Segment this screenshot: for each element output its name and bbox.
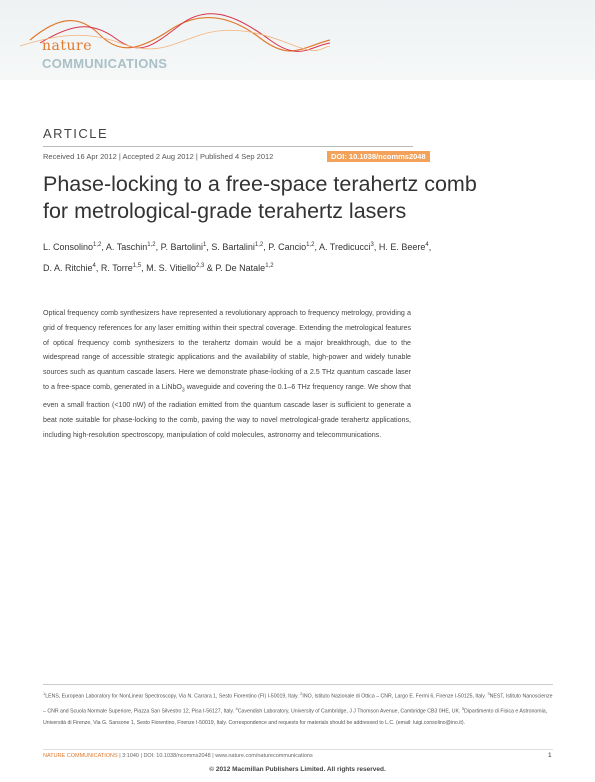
author: A. Taschin$^{1,2}$ bbox=[105, 242, 156, 252]
article-title bbox=[43, 171, 513, 225]
article-dates: Received 16 Apr 2012 | Accepted 2 Aug 2012 | Published 4 Sep 2012 bbox=[43, 152, 274, 161]
section-label: ARTICLE bbox=[43, 126, 109, 141]
affiliations: $^1$LENS, European Laboratory for NonLinear Spectroscopy, Via N. Carrara 1, Sesto Fiorentino (FI) I-50019, Italy. $^2$INO, Istituto Nazionale di Ottica – CNR, Largo E. Fermi 6, Firenze I-50125, Italy. $^3$NEST, Istituto Nanoscienze – CNR and Scuola Normale Superiore, Piazza San Silvestro 12, Pisa I-56127, Italy. $^4$Cavendish Laboratory, University of Cambridge, J J Thomson Avenue, Cambridge CB3 0HE, UK. $^5$Dipartimento di Fisica e Astronomia, Università di Firenze, Via G. Sansone 1, Sesto Fiorentino, Firenze I-50019, Italy. Correspondence and requests for materials should be addressed to L.C. (email: luigi.consolino@ino.it). bbox=[43, 691, 553, 727]
footer-citation-text: | 3:1040 | DOI: 10.1038/ncomms2048 | www.nature.com/naturecommunications bbox=[119, 753, 313, 759]
author: A. Tredicucci$^3$ bbox=[318, 242, 374, 252]
received-date: Received 16 Apr 2012 bbox=[43, 152, 117, 161]
author: P. Cancio$^{1,2}$ bbox=[268, 242, 315, 252]
author: P. Bartolini$^1$ bbox=[160, 242, 207, 252]
author: D. A. Ritchie$^4$ bbox=[43, 263, 96, 273]
logo-nature: nature bbox=[42, 38, 92, 54]
section-rule bbox=[43, 146, 413, 147]
accepted-date: Accepted 2 Aug 2012 bbox=[122, 152, 194, 161]
footer-rule bbox=[43, 749, 553, 750]
published-date: Published 4 Sep 2012 bbox=[199, 152, 274, 161]
copyright-notice: © 2012 Macmillan Publishers Limited. All rights reserved. bbox=[209, 766, 386, 773]
author: P. De Natale$^{1,2}$ bbox=[215, 263, 274, 273]
footer-citation bbox=[43, 753, 313, 759]
logo-communications: COMMUNICATIONS bbox=[42, 56, 168, 71]
author: H. E. Beere$^4$ bbox=[378, 242, 429, 252]
author: R. Torre$^{1,5}$ bbox=[100, 263, 142, 273]
title-line-2: for metrological-grade terahertz lasers bbox=[43, 199, 407, 223]
author: S. Bartalini$^{1,2}$ bbox=[211, 242, 264, 252]
correspondence-note: Correspondence and requests for materials should be addressed to L.C. (email: luigi.consolino@ino.it). bbox=[228, 720, 466, 727]
author: L. Consolino$^{1,2}$ bbox=[43, 242, 102, 252]
doi-badge[interactable]: DOI: 10.1038/ncomms2048 bbox=[327, 151, 430, 162]
title-line-1: Phase-locking to a free-space terahertz comb bbox=[43, 172, 477, 196]
abstract: Optical frequency comb synthesizers have represented a revolutionary approach to frequency metrology, providing a grid of frequency references for any laser emitting within their spectral coverage. Extending the metrological features of optical frequency comb synthesizers to the terahertz domain would be a major breakthrough, due to the widespread range of accessible strategic applications and the availability of stable, high-power and widely tunable sources such as quantum cascade lasers. Here we demonstrate phase-locking of a 2.5 THz quantum cascade laser to a free-space comb, generated in a LiNbO$_3$ waveguide and covering the 0.1–6 THz frequency range. We show that even a small fraction (<100 nW) of the radiation emitted from the quantum cascade laser is sufficient to generate a beat note suitable for phase-locking to the comb, paving the way to novel metrological-grade terahertz applications, including high-resolution spectroscopy, manipulation of cold molecules, astronomy and telecommunications. bbox=[43, 309, 411, 439]
page-number: 1 bbox=[548, 752, 552, 759]
author: M. S. Vitiello$^{2,3}$ bbox=[146, 263, 205, 273]
footer-journal-name: NATURE COMMUNICATIONS bbox=[43, 753, 118, 759]
author-list: L. Consolino$^{1,2}$, A. Taschin$^{1,2}$, P. Bartolini$^1$, S. Bartalini$^{1,2}$, P. Cancio$^{1,2}$, A. Tredicucci$^3$, H. E. Beere$^4$, D. A. Ritchie$^4$, R. Torre$^{1,5}$, M. S. Vitiello$^{2,3}$ & P. De Natale$^{1,2}$ bbox=[43, 242, 432, 273]
footnote-rule bbox=[43, 684, 553, 685]
